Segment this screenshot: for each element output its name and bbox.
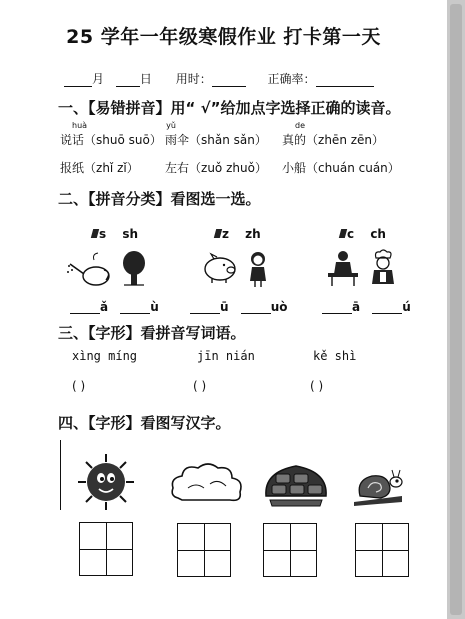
group-s-label: s: [99, 227, 107, 241]
answer-paren-3[interactable]: ( ): [310, 379, 324, 393]
section3-heading: 三、【字形】看拼音写词语。: [58, 324, 246, 342]
pinyin-choice-item: [282, 121, 385, 148]
pinyin-hint: yǔ: [166, 121, 176, 130]
pig-icon: [202, 252, 238, 284]
snail-icon: [350, 462, 406, 508]
pinyin-options[interactable]: （chuán cuán）: [306, 161, 400, 175]
day-blank[interactable]: [116, 75, 140, 87]
pinyin-choice-item: [282, 159, 400, 176]
pinyin-options[interactable]: （zhǐ zǐ）: [84, 161, 139, 175]
month-blank[interactable]: [64, 75, 92, 87]
time-label: 用时：: [175, 72, 212, 86]
section1-heading: 一、【易错拼音】用“ √”给加点字选择正确的读音。: [58, 99, 401, 117]
month-label: 月: [92, 72, 105, 86]
answer-paren-2[interactable]: ( ): [193, 379, 207, 393]
pinyin-choice-item: [60, 159, 139, 176]
writing-grid[interactable]: [263, 523, 317, 577]
word-char: 小: [282, 161, 295, 175]
answer-blank[interactable]: [372, 303, 402, 314]
answer-blank[interactable]: [70, 303, 100, 314]
day-label: 日: [139, 72, 152, 86]
info-line: [64, 70, 374, 87]
group-s-head: [92, 227, 138, 241]
vertical-scrollbar[interactable]: [447, 0, 465, 619]
word-char: 的 de: [294, 121, 307, 147]
pinyin-options[interactable]: （shǎn sǎn）: [189, 133, 267, 147]
sun-icon: [76, 452, 136, 512]
watering-can-icon: [66, 250, 116, 286]
chalk-icon: [339, 229, 347, 238]
cloud-icon: [168, 458, 246, 506]
pinyin-choice-item: [60, 121, 162, 148]
word-char: 雨 yǔ: [165, 121, 178, 147]
answer-blank[interactable]: [322, 303, 352, 314]
group-c-blanks: ā ú: [322, 300, 411, 314]
answer-blank[interactable]: [190, 303, 220, 314]
word-char: 真: [282, 133, 295, 147]
group-sh-label: sh: [122, 227, 139, 241]
pinyin-hint: huà: [72, 121, 88, 130]
turtle-shell-icon: [260, 456, 332, 512]
pinyin-1: xìng míng: [72, 349, 138, 363]
writing-grid[interactable]: [177, 523, 231, 577]
chalk-icon: [91, 229, 99, 238]
time-blank[interactable]: [212, 75, 246, 87]
word-char: 伞: [177, 133, 190, 147]
group-c-head: [340, 227, 386, 241]
group-ch-label: ch: [370, 227, 386, 241]
answer-blank[interactable]: [120, 303, 150, 314]
word-char: 右: [177, 161, 190, 175]
pinyin-choice-item: [165, 159, 267, 176]
word-char: 船: [294, 161, 307, 175]
group-z-blanks: ū uò: [190, 300, 288, 314]
word-char: 报: [60, 161, 73, 175]
accuracy-blank[interactable]: [316, 75, 374, 87]
scrollbar-thumb[interactable]: [450, 4, 462, 615]
word-char: 说: [60, 133, 73, 147]
pinyin-options[interactable]: （zhēn zēn）: [306, 133, 385, 147]
section4-heading: 四、【字形】看图写汉字。: [58, 414, 231, 432]
word-char: 纸: [72, 161, 85, 175]
tea-drinker-icon: [326, 248, 360, 288]
writing-grid[interactable]: [355, 523, 409, 577]
writing-grid[interactable]: [79, 522, 133, 576]
pinyin-hint: de: [295, 121, 306, 130]
pinyin-options[interactable]: （shuō suō）: [84, 133, 162, 147]
group-s-blanks: ǎ ù: [70, 300, 159, 314]
group-zh-label: zh: [245, 227, 261, 241]
page-title: 25 学年一年级寒假作业 打卡第一天: [66, 26, 381, 48]
group-z-head: [215, 227, 261, 241]
divider-line: [60, 440, 61, 510]
accuracy-label: 正确率：: [267, 72, 316, 86]
answer-blank[interactable]: [241, 303, 271, 314]
section2-heading: 二、【拼音分类】看图选一选。: [58, 190, 261, 208]
chalk-icon: [214, 229, 222, 238]
answer-paren-1[interactable]: ( ): [72, 379, 86, 393]
pinyin-2: jīn nián: [197, 349, 255, 363]
pinyin-choice-item: [165, 121, 267, 148]
word-char: 话 huà: [72, 121, 88, 147]
girl-icon: [246, 250, 270, 288]
group-c-label: c: [347, 227, 355, 241]
tree-icon: [120, 250, 148, 288]
word-char: 左: [165, 161, 178, 175]
group-z-label: z: [222, 227, 229, 241]
pinyin-3: kě shì: [313, 349, 357, 363]
chef-icon: [368, 248, 398, 288]
pinyin-options[interactable]: （zuǒ zhuǒ）: [189, 161, 267, 175]
